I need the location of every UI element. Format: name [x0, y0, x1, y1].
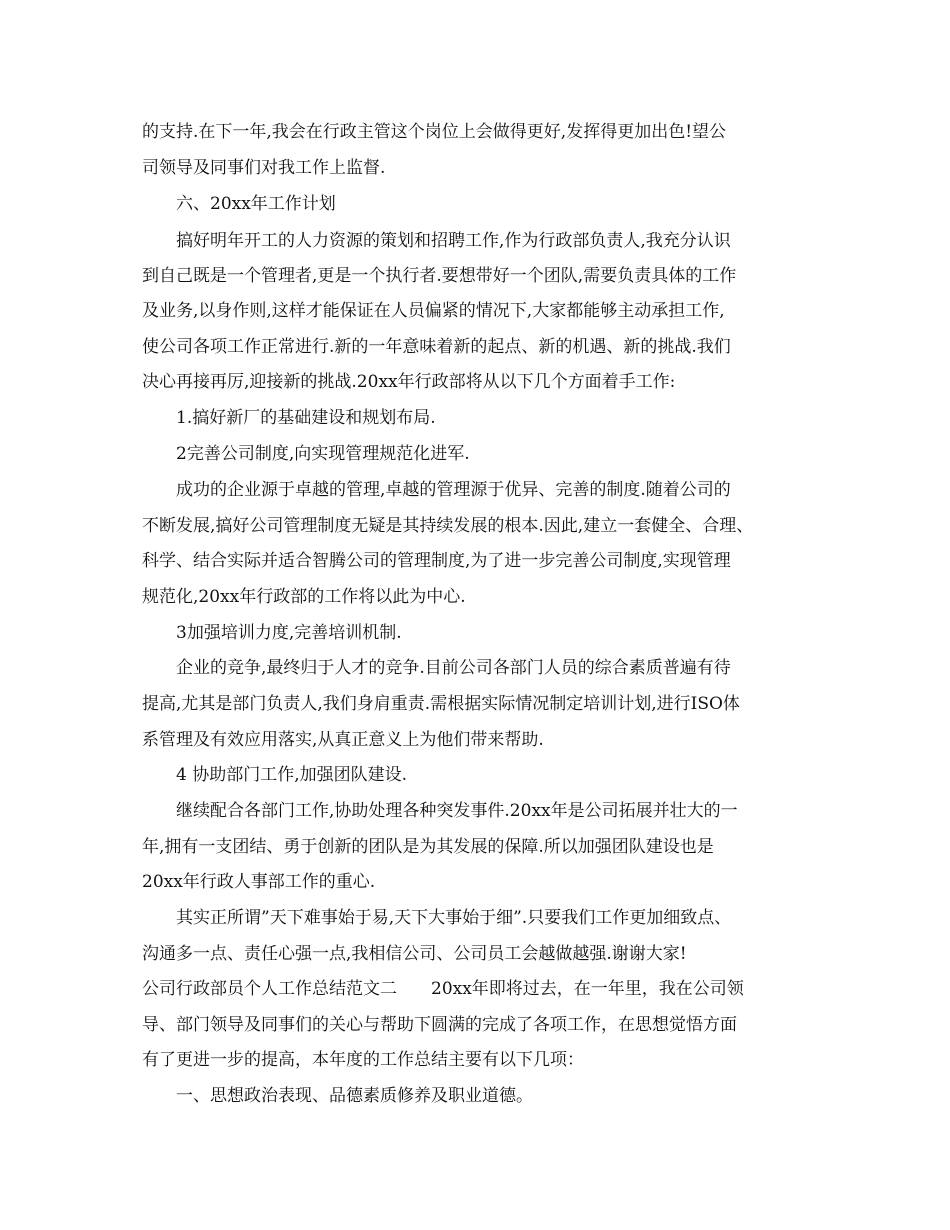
- text-line: 其实正所谓”天下难事始于易,天下大事始于细”.只要我们工作更加细致点、: [176, 908, 732, 928]
- text-line: 及业务,以身作则,这样才能保证在人员偏紧的情况下,大家都能够主动承担工作,: [142, 301, 725, 321]
- text-line: 使公司各项工作正常进行.新的一年意味着新的起点、新的机遇、新的挑战.我们: [142, 337, 731, 357]
- text-line: 有了更进一步的提高，本年度的工作总结主要有以下几项：: [142, 1050, 584, 1070]
- text-line: 司领导及同事们对我工作上监督.: [142, 158, 386, 178]
- text-line: 公司行政部员个人工作总结范文二 20xx年即将过去，在一年里，我在公司领: [142, 979, 744, 999]
- text-line: 系管理及有效应用落实,从真正意义上为他们带来帮助.: [142, 730, 544, 750]
- text-line: 20xx年行政人事部工作的重心.: [142, 872, 376, 892]
- text-line: 提高,尤其是部门负责人,我们身肩重责.需根据实际情况制定培训计划,进行ISO体: [142, 694, 740, 714]
- text-line: 导、部门领导及同事们的关心与帮助下圆满的完成了各项工作，在思想觉悟方面: [142, 1015, 737, 1035]
- text-line: 沟通多一点、责任心强一点,我相信公司、公司员工会越做越强.谢谢大家!: [142, 944, 687, 964]
- text-line: 的支持.在下一年,我会在行政主管这个岗位上会做得更好,发挥得更加出色!望公: [142, 122, 727, 142]
- text-line: 规范化,20xx年行政部的工作将以此为中心.: [142, 587, 466, 607]
- section-heading: 一、思想政治表现、品德素质修养及职业道德。: [176, 1086, 533, 1106]
- text-line: 搞好明年开工的人力资源的策划和招聘工作,作为行政部负责人,我充分认识: [176, 231, 731, 251]
- list-item: 1.搞好新厂的基础建设和规划布局.: [176, 408, 436, 428]
- text-line: 继续配合各部门工作,协助处理各种突发事件.20xx年是公司拓展并壮大的一: [176, 801, 738, 821]
- text-line: 企业的竞争,最终归于人才的竞争.目前公司各部门人员的综合素质普遍有待: [176, 658, 731, 678]
- list-item: 3加强培训力度,完善培训机制.: [176, 623, 402, 643]
- text-line: 科学、结合实际并适合智腾公司的管理制度,为了进一步完善公司制度,实现管理: [142, 551, 731, 571]
- text-line: 年,拥有一支团结、勇于创新的团队是为其发展的保障.所以加强团队建设也是: [142, 837, 714, 857]
- list-item: 2完善公司制度,向实现管理规范化进军.: [176, 444, 470, 464]
- section-heading: 六、20xx年工作计划: [176, 194, 336, 214]
- text-line: 成功的企业源于卓越的管理,卓越的管理源于优异、完善的制度.随着公司的: [176, 480, 731, 500]
- text-line: 不断发展,搞好公司管理制度无疑是其持续发展的根本.因此,建立一套健全、合理、: [142, 516, 754, 536]
- list-item: 4 协助部门工作,加强团队建设.: [176, 765, 408, 785]
- text-line: 决心再接再厉,迎接新的挑战.20xx年行政部将从以下几个方面着手工作:: [142, 372, 676, 392]
- text-line: 到自己既是一个管理者,更是一个执行者.要想带好一个团队,需要负责具体的工作: [142, 266, 737, 286]
